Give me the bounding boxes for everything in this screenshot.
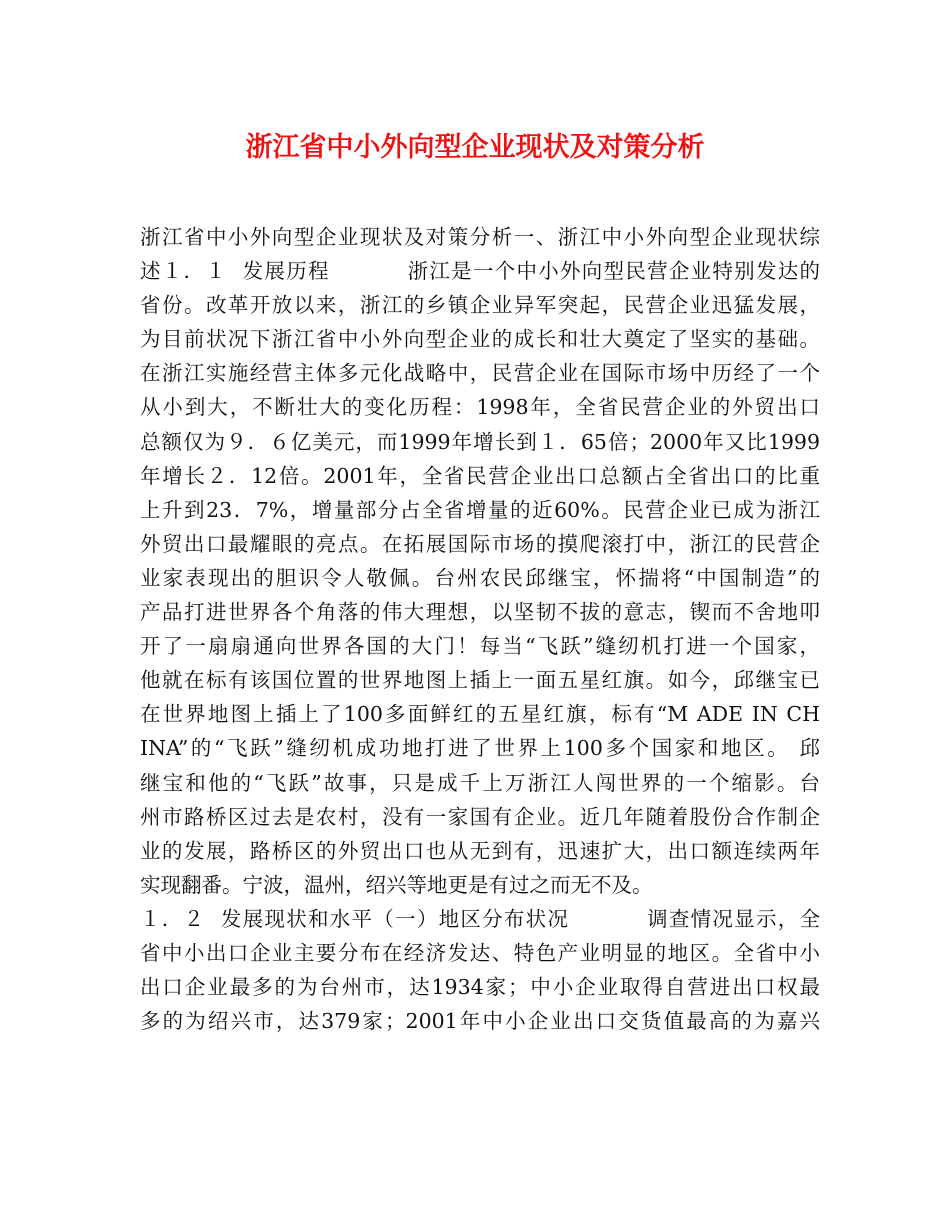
body-line: 在世界地图上插上了100多面鲜红的五星红旗，标有“M ADE IN CH (140, 702, 820, 727)
body-line: 从小到大，不断壮大的变化历程：1998年，全省民营企业的外贸出口 (140, 395, 820, 420)
body-line: 业家表现出的胆识令人敬佩。台州农民邱继宝，怀揣将“中国制造”的 (140, 565, 820, 590)
body-line: 省份。改革开放以来，浙江的乡镇企业异军突起，民营企业迅猛发展， (140, 293, 820, 318)
body-line: 继宝和他的“飞跃”故事，只是成千上万浙江人闯世界的一个缩影。台 (140, 770, 820, 795)
body-line: 上升到23．7%，增量部分占全省增量的近60%。民营企业已成为浙江 (140, 497, 820, 522)
body-line: 出口企业最多的为台州市，达1934家；中小企业取得自营进出口权最 (140, 975, 820, 1000)
body-line: 业的发展，路桥区的外贸出口也从无到有，迅速扩大，出口额连续两年 (140, 838, 820, 863)
document-title: 浙江省中小外向型企业现状及对策分析 (245, 132, 705, 163)
body-line: １．２ 发展现状和水平（一）地区分布状况 调查情况显示，全 (140, 906, 820, 931)
body-line: 开了一扇扇通向世界各国的大门！每当“飞跃”缝纫机打进一个国家， (140, 634, 820, 659)
body-line: 总额仅为９．６亿美元，而1999年增长到１．65倍；2000年又比1999 (140, 429, 820, 454)
body-line: 在浙江实施经营主体多元化战略中，民营企业在国际市场中历经了一个 (140, 361, 820, 386)
body-line: 为目前状况下浙江省中小外向型企业的成长和壮大奠定了坚实的基础。 (140, 327, 820, 352)
body-line: 多的为绍兴市，达379家；2001年中小企业出口交货值最高的为嘉兴 (140, 1009, 820, 1034)
document-body (140, 220, 820, 1038)
body-line: 他就在标有该国位置的世界地图上插上一面五星红旗。如今，邱继宝已 (140, 668, 820, 693)
body-line: 州市路桥区过去是农村，没有一家国有企业。近几年随着股份合作制企 (140, 804, 820, 829)
body-line: 年增长２．12倍。2001年，全省民营企业出口总额占全省出口的比重 (140, 463, 820, 488)
body-line: 述１．１ 发展历程 浙江是一个中小外向型民营企业特别发达的 (140, 259, 820, 284)
body-line: 产品打进世界各个角落的伟大理想，以坚韧不拔的意志，锲而不舍地叩 (140, 600, 820, 625)
body-line: 省中小出口企业主要分布在经济发达、特色产业明显的地区。全省中小 (140, 940, 820, 965)
body-line: 实现翻番。宁波，温州，绍兴等地更是有过之而无不及。 (140, 872, 653, 897)
body-line: 浙江省中小外向型企业现状及对策分析一、浙江中小外向型企业现状综 (140, 225, 820, 249)
body-line: 外贸出口最耀眼的亮点。在拓展国际市场的摸爬滚打中，浙江的民营企 (140, 531, 820, 556)
body-line: INA”的“飞跃”缝纫机成功地打进了世界上100多个国家和地区。 邱 (140, 736, 820, 761)
